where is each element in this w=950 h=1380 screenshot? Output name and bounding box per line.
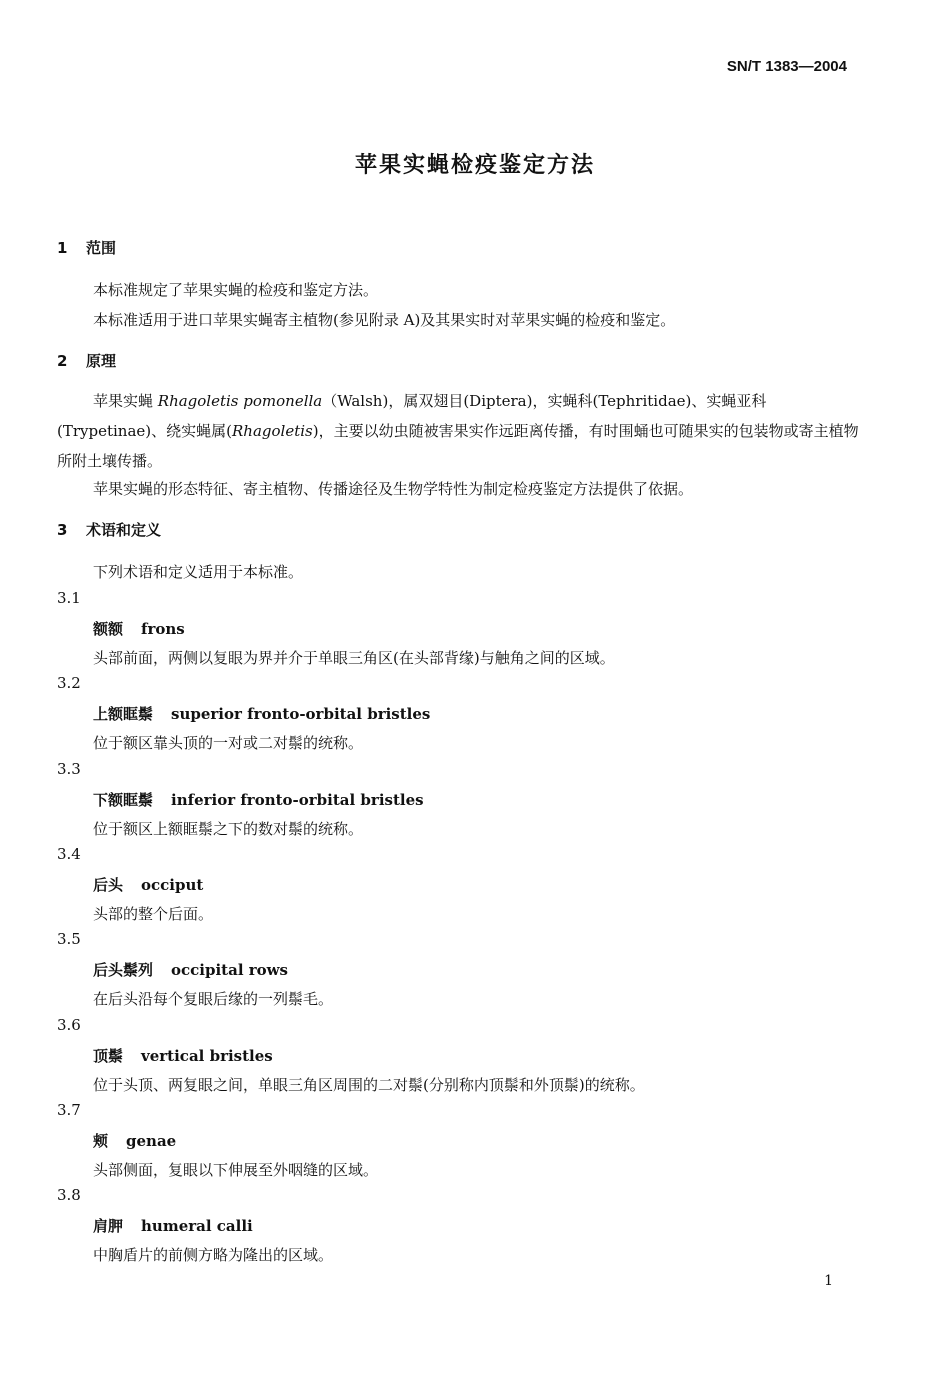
term-definition: 头部的整个后面。 <box>93 905 214 923</box>
term-name <box>93 959 288 980</box>
section-number: 3 <box>57 521 68 539</box>
term-en: superior fronto-orbital bristles <box>171 705 431 723</box>
term-zh: 上额眶鬃 <box>93 705 154 723</box>
scope-paragraph-1: 本标准规定了苹果实蝇的检疫和鉴定方法。 <box>93 281 379 299</box>
term-en: humeral calli <box>141 1217 253 1235</box>
section-title: 原理 <box>86 352 117 370</box>
section-title: 术语和定义 <box>86 521 162 539</box>
term-zh: 后头鬃列 <box>93 961 154 979</box>
term-definition: 中胸盾片的前侧方略为隆出的区域。 <box>93 1246 334 1264</box>
principle-text: 苹果实蝇 <box>93 392 158 410</box>
term-zh: 肩胛 <box>93 1217 124 1235</box>
term-number: 3.2 <box>57 674 81 692</box>
principle-text: （Walsh)，属双翅目(Diptera)，实蝇科(Tephritidae)、实蝇亚科(Trypetinae)、绕实蝇属( <box>57 392 767 440</box>
principle-text: )，主要以幼虫随被害果实作远距离传播，有时围蛹也可随果实的包装物或寄主植物所附土壤传播。 <box>57 422 859 470</box>
term-number: 3.3 <box>57 760 81 778</box>
term-definition: 位于额区靠头顶的一对或二对鬃的统称。 <box>93 734 364 752</box>
term-zh: 颊 <box>93 1132 109 1150</box>
principle-paragraph-1 <box>57 386 862 476</box>
species-name: Rhagoletis pomonella <box>157 392 323 410</box>
term-name <box>93 1045 273 1066</box>
term-number: 3.4 <box>57 845 81 863</box>
term-number: 3.6 <box>57 1016 81 1034</box>
term-en: frons <box>141 620 185 638</box>
term-zh: 下额眶鬃 <box>93 791 154 809</box>
term-number: 3.1 <box>57 589 81 607</box>
section-heading-terms <box>57 519 161 540</box>
term-name <box>93 703 430 724</box>
term-number: 3.5 <box>57 930 81 948</box>
term-en: vertical bristles <box>141 1047 273 1065</box>
term-en: occipital rows <box>171 961 289 979</box>
term-name <box>93 618 185 639</box>
term-definition: 位于头顶、两复眼之间，单眼三角区周围的二对鬃(分别称内顶鬃和外顶鬃)的统称。 <box>93 1076 645 1094</box>
principle-paragraph-2: 苹果实蝇的形态特征、寄主植物、传播途径及生物学特性为制定检疫鉴定方法提供了依据。 <box>93 480 694 498</box>
term-definition: 在后头沿每个复眼后缘的一列鬃毛。 <box>93 990 334 1008</box>
term-number: 3.8 <box>57 1186 81 1204</box>
term-en: inferior fronto-orbital bristles <box>171 791 424 809</box>
term-definition: 头部前面，两侧以复眼为界并介于单眼三角区(在头部背缘)与触角之间的区域。 <box>93 649 615 667</box>
term-zh: 额额 <box>93 620 124 638</box>
section-number: 2 <box>57 352 68 370</box>
standard-code: SN/T 1383—2004 <box>726 58 847 75</box>
document-title: 苹果实蝇检疫鉴定方法 <box>354 153 595 178</box>
term-definition: 位于额区上额眶鬃之下的数对鬃的统称。 <box>93 820 364 838</box>
terms-intro: 下列术语和定义适用于本标准。 <box>93 563 304 581</box>
term-zh: 顶鬃 <box>93 1047 124 1065</box>
term-name <box>93 1215 253 1236</box>
section-heading-principle <box>57 350 116 371</box>
page-number: 1 <box>824 1273 833 1289</box>
scope-paragraph-2: 本标准适用于进口苹果实蝇寄主植物(参见附录 A)及其果实时对苹果实蝇的检疫和鉴定。 <box>93 311 676 329</box>
term-definition: 头部侧面，复眼以下伸展至外咽缝的区域。 <box>93 1161 379 1179</box>
section-heading-scope <box>57 237 116 258</box>
term-number: 3.7 <box>57 1101 81 1119</box>
term-name <box>93 874 203 895</box>
section-number: 1 <box>57 239 68 257</box>
term-en: occiput <box>141 876 204 894</box>
section-title: 范围 <box>86 239 117 257</box>
genus-name: Rhagoletis <box>232 422 313 440</box>
term-zh: 后头 <box>93 876 124 894</box>
term-en: genae <box>126 1132 177 1150</box>
term-name <box>93 1130 176 1151</box>
term-name <box>93 789 424 810</box>
